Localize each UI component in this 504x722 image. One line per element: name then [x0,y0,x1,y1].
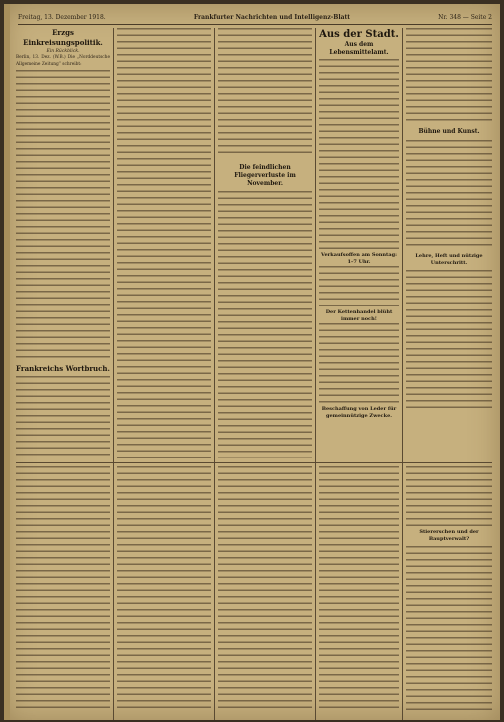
page-binding-edge [4,4,10,720]
article-headline: Lehre, Heft und nützige Unterschritt. [415,253,483,266]
section-headline: Bühne und Kunst. [418,128,480,135]
column-1 [16,28,110,458]
column-2 [117,28,211,458]
article-headline: Erzgs Einkreisungspolitik. [23,28,103,47]
column-3 [218,28,312,458]
article-headline-3: Der Kettenhandel blüht immer noch! [325,309,393,322]
section-divider [16,462,492,463]
lower-column-3 [218,466,312,712]
article-body [16,70,110,358]
lower-column-1 [16,466,110,712]
article-headline-4: Beschaffung von Leder für gemeinnützige Zwecke. [321,406,397,419]
article-body [406,140,492,250]
newspaper-page [4,4,500,720]
article-body [406,546,492,712]
article-headline-2: Verkaufsoffen am Sonntag: 1–7 Uhr. [321,252,397,265]
masthead [18,12,492,25]
article-body [319,59,399,249]
column-rule [402,28,403,720]
article-headline: Stiererschen und der Bauptverwalt? [419,529,479,542]
article-body [218,191,312,458]
lower-column-4 [319,466,399,712]
article-body [218,28,312,158]
article-headline: Aus dem Lebensmittelamt. [329,41,389,56]
article-headline-2: Frankreichs Wortbruch. [16,364,110,373]
article-subline: Ein Rückblick. [46,49,80,54]
article-body-2 [319,266,399,306]
lower-column-5 [406,466,492,712]
column-rule [315,28,316,720]
lower-column-2 [117,466,211,712]
article-headline: Die feindlichen Fliegerverluste im November. [234,164,296,187]
article-body [406,466,492,526]
article-body-3 [319,323,399,403]
article-body [406,28,492,124]
masthead-title: Frankfurter Nachrichten und Intelligenz-Blatt [193,14,351,21]
article-body-2 [16,376,110,458]
masthead-page: Nr. 348 — Seite 2 [438,14,492,21]
column-4 [319,28,399,458]
masthead-date: Freitag, 13. Dezember 1918. [18,14,106,21]
article-body [406,270,492,410]
column-rule [113,28,114,720]
section-headline: Aus der Stadt. [319,29,399,40]
column-5 [406,28,492,458]
article-lead: Berlin, 13. Dez. (W.B.) Die „Norddeutsche Allgemeine Zeitung“ schreibt: [16,55,110,67]
column-rule [214,28,215,720]
